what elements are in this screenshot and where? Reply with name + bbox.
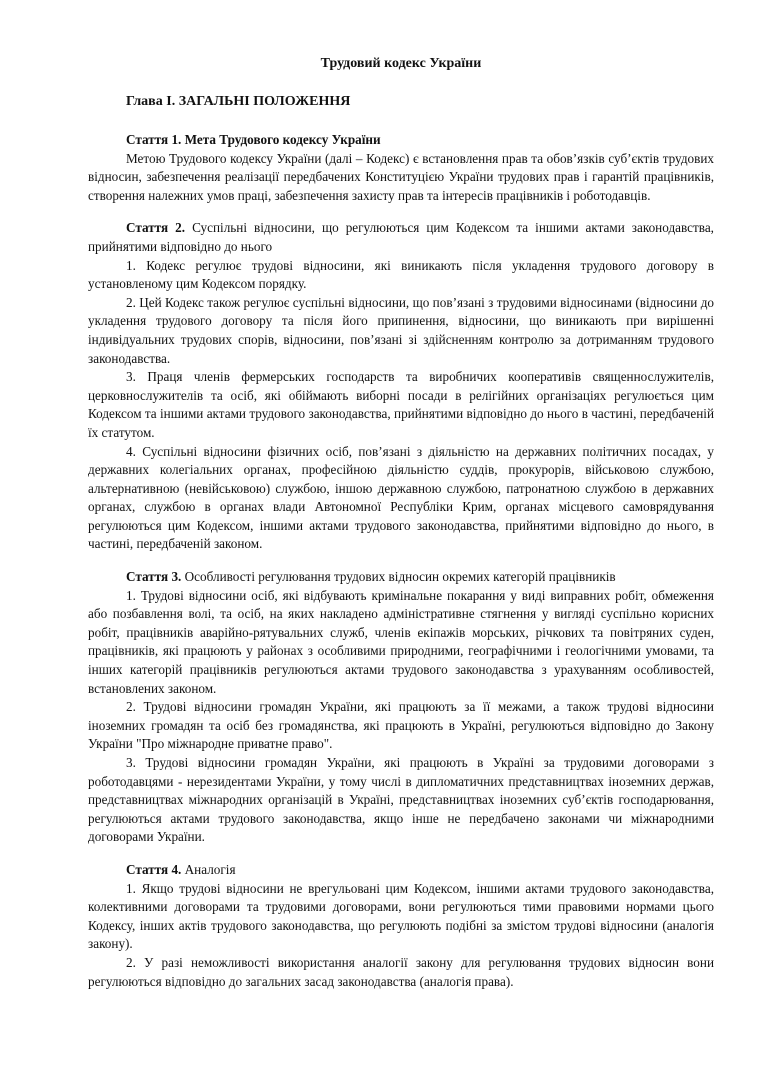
paragraph: 1. Якщо трудові відносини не врегульовані цим Кодексом, іншими актами трудового законодавства, колективними договорами та трудовими договорами, вони регулюються тими правовими нормами цього Кодексу, інших актів трудового законодавства, що регулюють подібні за змістом трудові відносини (аналогія закону). bbox=[88, 880, 714, 952]
article-heading-label: Стаття 4. bbox=[126, 861, 182, 877]
paragraph: 1. Трудові відносини осіб, які відбувають кримінальне покарання у виді виправних робіт, обмеження або позбавлення волі, та осіб, на яких накладено адміністративне стягнення у вигляді суспільно корисних робіт, працівників аварійно-рятувальних служб, членів екіпажів морських, річкових та повітряних суден, працівників, які працюють у районах з особливими природними, географічними і геологічними умовами, та інших категорій працівників регулюються актами трудового законодавства з урахуванням особливостей, встановлених законом. bbox=[88, 587, 714, 696]
article-heading-text: Аналогія bbox=[181, 861, 236, 877]
article-2 bbox=[88, 219, 714, 554]
article-heading-text: Суспільні відносини, що регулюються цим Кодексом та іншими актами законодавства, прийнятими відповідно до нього bbox=[88, 220, 714, 254]
article-heading bbox=[88, 131, 714, 150]
paragraph: 3. Трудові відносини громадян України, які працюють в Україні за трудовими договорами з роботодавцями - нерезидентами України, у тому числі в дипломатичних представництвах іноземних держав, представництвах міжнародних організацій в Україні, представництвах іноземних суб’єктів господарювання, регулюються актами трудового законодавства, якщо інше не передбачено законами чи міжнародними договорами України. bbox=[88, 755, 714, 845]
paragraph: 3. Праця членів фермерських господарств та виробничих кооперативів священнослужителів, церковнослужителів та осіб, які обіймають виборні посади в релігійних організаціях регулюється цим Кодексом та іншими актами трудового законодавства, прийнятими відповідно до нього в частині, передбаченій їх статутом. bbox=[88, 369, 714, 440]
article-heading-label: Стаття 1. Мета Трудового кодексу України bbox=[126, 132, 381, 147]
article-heading bbox=[88, 219, 714, 256]
article-heading-label: Стаття 2. bbox=[126, 220, 186, 236]
paragraph: 2. Цей Кодекс також регулює суспільні відносини, що пов’язані з трудовими відносинами (відносини до укладення трудового договору та після його припинення, відносини, що виникають при вирішенні індивідуальних трудових спорів, відносини, пов’язані зі здійсненням контролю за дотриманням трудового законодавства. bbox=[88, 294, 714, 366]
article-heading bbox=[88, 861, 714, 880]
paragraph: 4. Суспільні відносини фізичних осіб, пов’язані з діяльністю на державних політичних посадах, у державних колегіальних органах, професійною діяльністю суддів, прокурорів, військовою службою, альтернативною (невійськовою) службою, іншою державною службою, патронатною службою в державних органах, службою в органах влади Автономної Республіки Крим, органах місцевого самоврядування регулюються цим Кодексом, іншими актами трудового законодавства, прийнятими відповідно до нього, в частині, передбаченій законом. bbox=[88, 443, 714, 552]
chapter-heading: Глава I. ЗАГАЛЬНІ ПОЛОЖЕННЯ bbox=[126, 94, 351, 109]
article-heading-label: Стаття 3. bbox=[126, 569, 182, 585]
article-heading bbox=[88, 568, 714, 587]
paragraph: 2. У разі неможливості використання аналогії закону для регулювання трудових відносин вони регулюються відповідно до загальних засад законодавства (аналогія права). bbox=[88, 954, 714, 989]
article-4 bbox=[88, 861, 714, 991]
paragraph: 2. Трудові відносини громадян України, які працюють за її межами, а також трудові відносини іноземних громадян та осіб без громадянства, які працюють в Україні, регулюються відповідно до Закону України "Про міжнародне приватне право". bbox=[88, 699, 714, 752]
paragraph: 1. Кодекс регулює трудові відносини, які виникають після укладення трудового договору в установленому цим Кодексом порядку. bbox=[88, 257, 714, 292]
article-heading-text: Особливості регулювання трудових відносин окремих категорій працівників bbox=[181, 569, 616, 585]
paragraph: Метою Трудового кодексу України (далі – Кодекс) є встановлення прав та обов’язків суб’єктів трудових відносин, забезпечення реалізації передбачених Конституцією України трудових прав і гарантій працівників, створення належних умов праці, забезпечення захисту прав та інтересів працівників і роботодавців. bbox=[88, 150, 714, 203]
article-1 bbox=[88, 131, 714, 205]
document-title: Трудовий кодекс України bbox=[320, 56, 482, 71]
article-3 bbox=[88, 568, 714, 847]
